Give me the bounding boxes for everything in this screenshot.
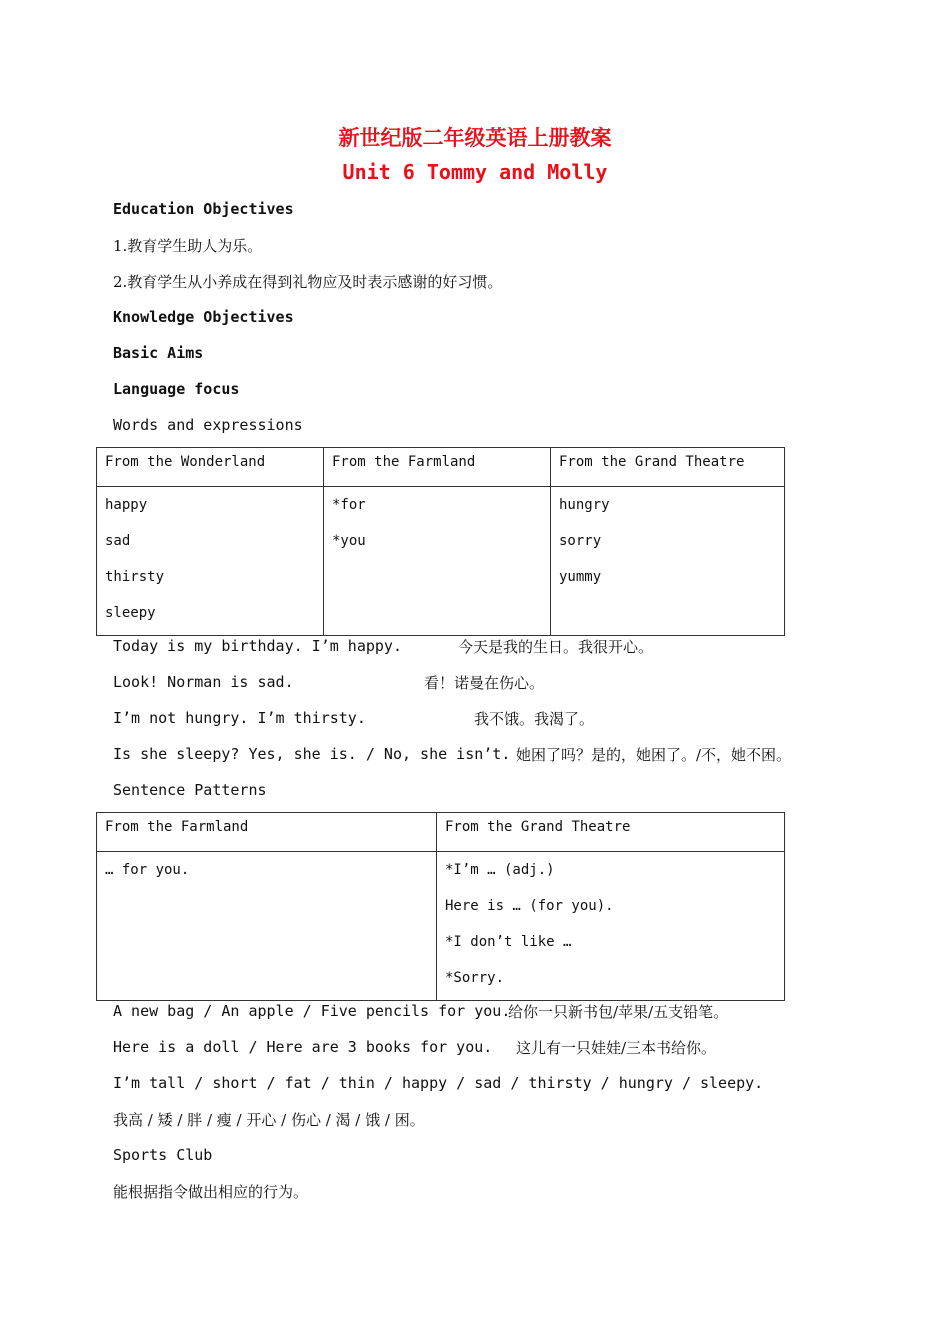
sentence-cn: 给你一只新书包/苹果/五支铅笔。 (508, 1003, 729, 1021)
table-cell: *I’m … (adj.) Here is … (for you). *I don’t like … *Sorry. (437, 852, 785, 1001)
document-title-chinese: 新世纪版二年级英语上册教案 (338, 126, 612, 150)
sports-description: 能根据指令做出相应的行为。 (113, 1183, 309, 1201)
objective-2: 2.教育学生从小养成在得到礼物应及时表示感谢的好习惯。 (113, 273, 503, 291)
sentence-en: I’m not hungry. I’m thirsty. (113, 709, 366, 727)
table-header: From the Farmland (97, 813, 437, 852)
heading-words-expressions: Words and expressions (113, 416, 303, 434)
table-cell: *for *you (324, 487, 551, 636)
table-cell: hungry sorry yummy (551, 487, 785, 636)
sentence-en: Look! Norman is sad. (113, 673, 294, 691)
sentence-cn: 她困了吗？是的，她困了。/不，她不困。 (516, 746, 792, 764)
table-cell: happy sad thirsty sleepy (97, 487, 324, 636)
table-header: From the Farmland (324, 448, 551, 487)
adjectives-en: I’m tall / short / fat / thin / happy / sad / thirsty / hungry / sleepy. (113, 1074, 764, 1092)
objective-1: 1.教育学生助人为乐。 (113, 237, 263, 255)
table-header: From the Grand Theatre (551, 448, 785, 487)
adjectives-cn: 我高 / 矮 / 胖 / 瘦 / 开心 / 伤心 / 渴 / 饿 / 困。 (113, 1111, 425, 1129)
sentence-en: A new bag / An apple / Five pencils for you. (113, 1002, 511, 1020)
table-header: From the Wonderland (97, 448, 324, 487)
sentence-cn: 看！诺曼在伤心。 (424, 674, 545, 692)
sentence-en: Here is a doll / Here are 3 books for you. (113, 1038, 493, 1056)
document-title-english: Unit 6 Tommy and Molly (342, 160, 608, 184)
heading-language-focus: Language focus (113, 380, 240, 398)
sentence-cn: 这儿有一只娃娃/三本书给你。 (516, 1039, 717, 1057)
table-cell: … for you. (97, 852, 437, 1001)
patterns-table (96, 812, 785, 1001)
heading-basic-aims: Basic Aims (113, 344, 204, 362)
words-table (96, 447, 785, 636)
sentence-en: Today is my birthday. I’m happy. (113, 637, 402, 655)
table-header: From the Grand Theatre (437, 813, 785, 852)
sentence-cn: 今天是我的生日。我很开心。 (458, 638, 654, 656)
heading-education-objectives: Education Objectives (113, 200, 294, 218)
heading-sports-club: Sports Club (113, 1146, 213, 1164)
heading-knowledge-objectives: Knowledge Objectives (113, 308, 294, 326)
sentence-en: Is she sleepy? Yes, she is. / No, she isn’t. (113, 745, 511, 763)
heading-sentence-patterns: Sentence Patterns (113, 781, 267, 799)
sentence-cn: 我不饿。我渴了。 (474, 710, 595, 728)
